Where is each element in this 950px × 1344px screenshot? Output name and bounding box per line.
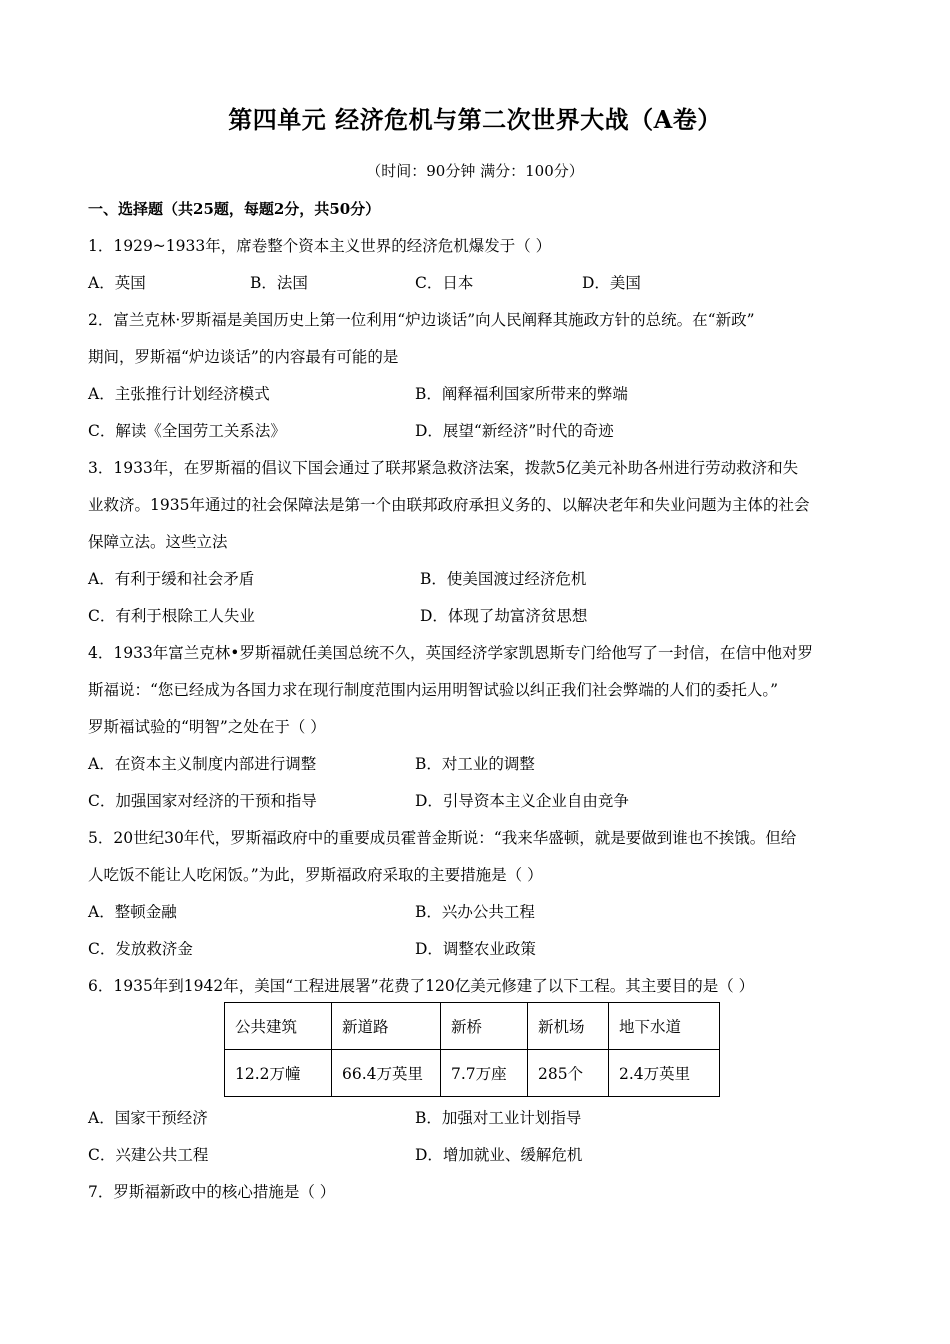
question-2-option-c: C．解读《全国劳工关系法》 — [88, 422, 286, 440]
question-4-stem-line-3: 罗斯福试验的“明智”之处在于（ ） — [88, 718, 326, 736]
question-5-stem-line-2: 人吃饭不能让人吃闲饭。”为此，罗斯福政府采取的主要措施是（ ） — [88, 866, 543, 884]
question-1-option-c: C．日本 — [415, 274, 474, 292]
table-header-cell: 新道路 — [332, 1003, 441, 1050]
question-6-option-c: C．兴建公共工程 — [88, 1146, 209, 1164]
question-1-option-d: D．美国 — [582, 274, 641, 292]
table-header-cell: 地下水道 — [609, 1003, 720, 1050]
table-cell: 2.4万英里 — [609, 1050, 720, 1097]
question-6-option-b: B．加强对工业计划指导 — [415, 1109, 582, 1127]
exam-info: （时间：90分钟 满分：100分） — [366, 162, 584, 180]
question-4-option-c: C．加强国家对经济的干预和指导 — [88, 792, 317, 810]
projects-table — [224, 1002, 720, 1097]
question-3-option-c: C．有利于根除工人失业 — [88, 607, 255, 625]
table-cell: 12.2万幢 — [225, 1050, 332, 1097]
table-row — [225, 1050, 720, 1097]
question-4-option-b: B．对工业的调整 — [415, 755, 535, 773]
question-3-stem-line-2: 业救济。1935年通过的社会保障法是第一个由联邦政府承担义务的、以解决老年和失业问题为主体的社会 — [88, 496, 810, 514]
question-4-option-a: A．在资本主义制度内部进行调整 — [88, 755, 317, 773]
question-2-option-b: B．阐释福利国家所带来的弊端 — [415, 385, 628, 403]
question-6-option-d: D．增加就业、缓解危机 — [415, 1146, 583, 1164]
table-cell: 285个 — [528, 1050, 609, 1097]
question-5-option-d: D．调整农业政策 — [415, 940, 536, 958]
question-3-option-a: A．有利于缓和社会矛盾 — [88, 570, 255, 588]
table-header-cell: 新桥 — [441, 1003, 528, 1050]
question-4-option-d: D．引导资本主义企业自由竞争 — [415, 792, 629, 810]
question-1-stem: 1．1929~1933年，席卷整个资本主义世界的经济危机爆发于（ ） — [88, 237, 552, 255]
question-3-stem-line-3: 保障立法。这些立法 — [88, 533, 228, 551]
question-3-stem-line-1: 3．1933年，在罗斯福的倡议下国会通过了联邦紧急救济法案，拨款5亿美元补助各州进行劳动救济和失 — [88, 459, 799, 477]
question-2-stem-line-2: 期间，罗斯福“炉边谈话”的内容最有可能的是 — [88, 348, 399, 366]
table-header-cell: 新机场 — [528, 1003, 609, 1050]
question-2-option-d: D．展望“新经济”时代的奇迹 — [415, 422, 614, 440]
question-4-stem-line-2: 斯福说：“您已经成为各国力求在现行制度范围内运用明智试验以纠正我们社会弊端的人们的委托人。” — [88, 681, 779, 699]
page-title: 第四单元 经济危机与第二次世界大战（A卷） — [228, 105, 722, 134]
question-2-option-a: A．主张推行计划经济模式 — [88, 385, 270, 403]
table-cell: 7.7万座 — [441, 1050, 528, 1097]
question-5-option-b: B．兴办公共工程 — [415, 903, 535, 921]
question-6-option-a: A．国家干预经济 — [88, 1109, 208, 1127]
table-header-row — [225, 1003, 720, 1050]
question-3-option-d: D．体现了劫富济贫思想 — [420, 607, 588, 625]
question-1-option-b: B．法国 — [250, 274, 308, 292]
question-1-option-a: A．英国 — [88, 274, 146, 292]
question-4-stem-line-1: 4．1933年富兰克林•罗斯福就任美国总统不久，英国经济学家凯恩斯专门给他写了一封信，在信中他对罗 — [88, 644, 813, 662]
section-heading: 一、选择题（共25题，每题2分，共50分） — [88, 200, 381, 218]
table-header-cell: 公共建筑 — [225, 1003, 332, 1050]
question-5-option-c: C．发放救济金 — [88, 940, 193, 958]
table-cell: 66.4万英里 — [332, 1050, 441, 1097]
question-5-option-a: A．整顿金融 — [88, 903, 177, 921]
question-5-stem-line-1: 5．20世纪30年代，罗斯福政府中的重要成员霍普金斯说：“我来华盛顿，就是要做到谁也不挨饿。但给 — [88, 829, 797, 847]
question-3-option-b: B．使美国渡过经济危机 — [420, 570, 587, 588]
question-2-stem-line-1: 2．富兰克林·罗斯福是美国历史上第一位利用“炉边谈话”向人民阐释其施政方针的总统。在“新政” — [88, 311, 755, 329]
question-6-stem: 6．1935年到1942年，美国“工程进展署”花费了120亿美元修建了以下工程。其主要目的是（ ） — [88, 977, 755, 995]
question-7-stem: 7．罗斯福新政中的核心措施是（ ） — [88, 1183, 336, 1201]
